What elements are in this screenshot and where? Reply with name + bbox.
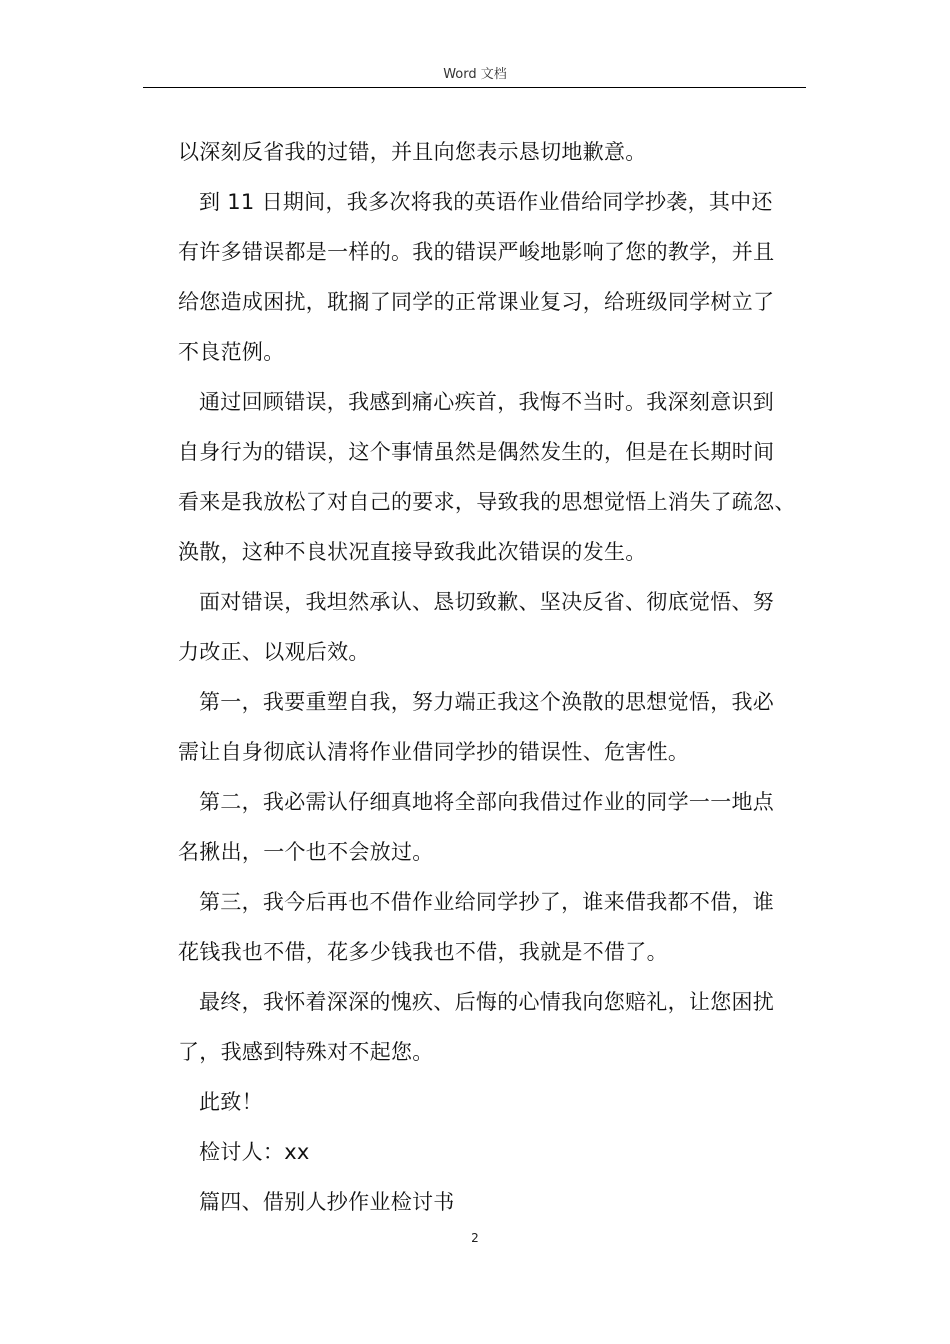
body-line: 看来是我放松了对自己的要求，导致我的思想觉悟上消失了疏忽、 — [178, 490, 796, 514]
page-header-title: Word 文档 — [443, 67, 507, 82]
document-body — [178, 127, 818, 1227]
body-line: 以深刻反省我的过错，并且向您表示恳切地歉意。 — [178, 140, 647, 164]
closing-salutation: 此致！ — [199, 1090, 263, 1114]
body-line: 到 11 日期间，我多次将我的英语作业借给同学抄袭，其中还 — [199, 190, 773, 214]
page-number: 2 — [471, 1231, 479, 1245]
body-line: 力改正、以观后效。 — [178, 640, 370, 664]
signature-line: 检讨人：xx — [199, 1140, 310, 1164]
body-line: 给您造成困扰，耽搁了同学的正常课业复习，给班级同学树立了 — [178, 290, 775, 314]
body-line: 第一，我要重塑自我，努力端正我这个涣散的思想觉悟，我必 — [199, 690, 775, 714]
body-line: 花钱我也不借，花多少钱我也不借，我就是不借了。 — [178, 940, 668, 964]
body-line: 不良范例。 — [178, 340, 285, 364]
body-line: 面对错误，我坦然承认、恳切致歉、坚决反省、彻底觉悟、努 — [199, 590, 775, 614]
body-line: 了，我感到特殊对不起您。 — [178, 1040, 434, 1064]
body-line: 最终，我怀着深深的愧疚、后悔的心情我向您赔礼，让您困扰 — [199, 990, 775, 1014]
body-line: 有许多错误都是一样的。我的错误严峻地影响了您的教学，并且 — [178, 240, 775, 264]
body-line: 第二，我必需认仔细真地将全部向我借过作业的同学一一地点 — [199, 790, 775, 814]
body-line: 第三，我今后再也不借作业给同学抄了，谁来借我都不借，谁 — [199, 890, 775, 914]
body-line: 涣散，这种不良状况直接导致我此次错误的发生。 — [178, 540, 647, 564]
header-divider — [143, 87, 806, 88]
body-line: 自身行为的错误，这个事情虽然是偶然发生的，但是在长期时间 — [178, 440, 775, 464]
section-heading: 篇四、借别人抄作业检讨书 — [199, 1190, 455, 1214]
body-line: 需让自身彻底认清将作业借同学抄的错误性、危害性。 — [178, 740, 690, 764]
body-line: 通过回顾错误，我感到痛心疾首，我悔不当时。我深刻意识到 — [199, 390, 775, 414]
body-line: 名揪出，一个也不会放过。 — [178, 840, 434, 864]
